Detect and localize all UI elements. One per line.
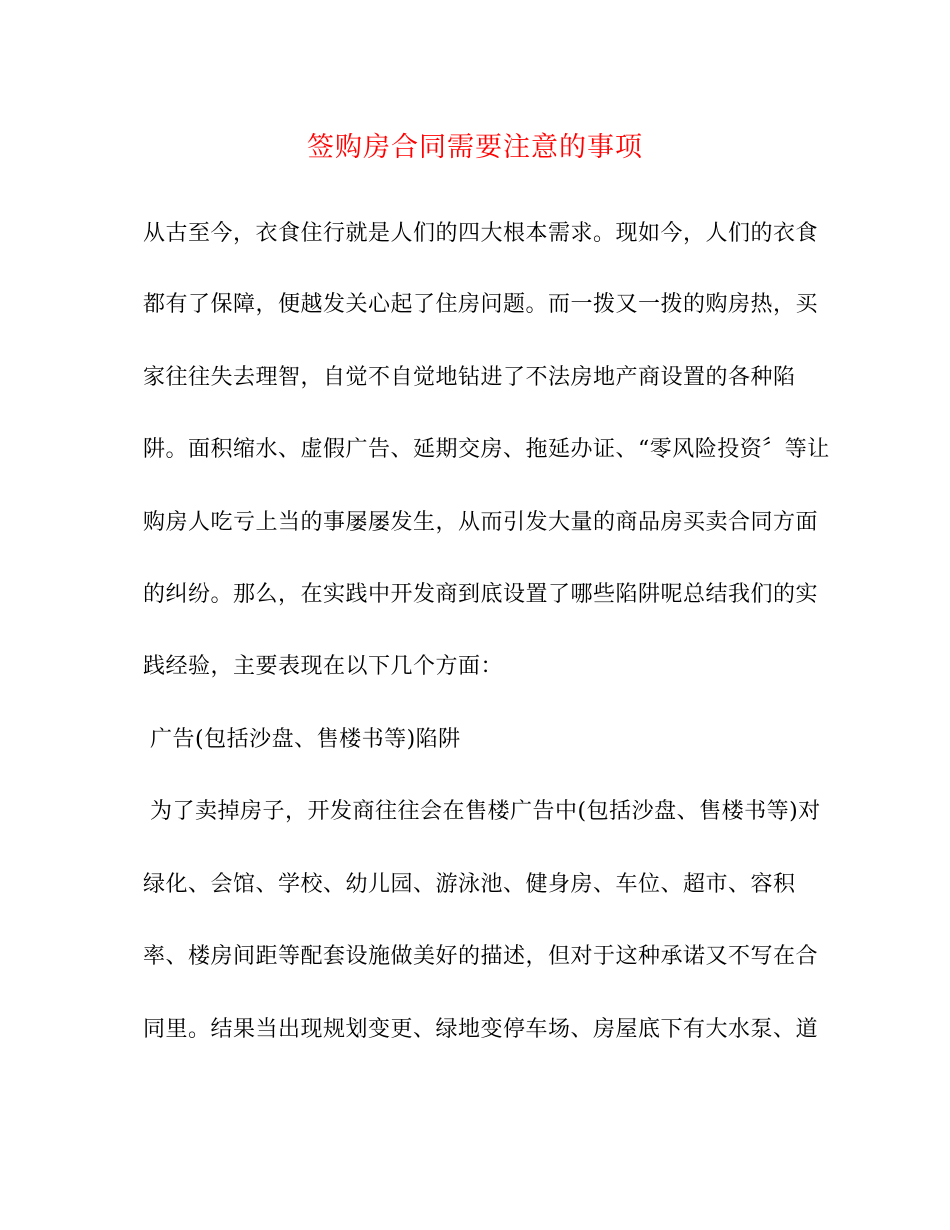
body-line: 阱。面积缩水、虚假广告、延期交房、拖延办证、“零风险投资〞等让	[143, 437, 830, 462]
body-line: 家往往失去理智，自觉不自觉地钻进了不法房地产商设置的各种陷	[143, 365, 796, 390]
body-line: 绿化、会馆、学校、幼儿园、游泳池、健身房、车位、超市、容积	[143, 872, 796, 897]
page-title: 签购房合同需要注意的事项	[307, 132, 643, 163]
body-line: 同里。结果当出现规划变更、绿地变停车场、房屋底下有大水泵、道	[143, 1017, 819, 1042]
body-line: 的纠纷。那么，在实践中开发商到底设置了哪些陷阱呢总结我们的实	[143, 582, 819, 607]
body-line: 都有了保障，便越发关心起了住房问题。而一拨又一拨的购房热，买	[143, 292, 819, 317]
body-line: 为了卖掉房子，开发商往往会在售楼广告中(包括沙盘、售楼书等)对	[150, 799, 821, 824]
body-line: 从古至今，衣食住行就是人们的四大根本需求。现如今，人们的衣食	[143, 221, 819, 246]
body-line: 率、楼房间距等配套设施做美好的描述，但对于这种承诺又不写在合	[143, 944, 819, 969]
body-line: 践经验，主要表现在以下几个方面：	[143, 654, 504, 679]
body-line: 购房人吃亏上当的事屡屡发生，从而引发大量的商品房买卖合同方面	[143, 510, 819, 535]
section-heading: 广告(包括沙盘、售楼书等)陷阱	[150, 727, 461, 752]
